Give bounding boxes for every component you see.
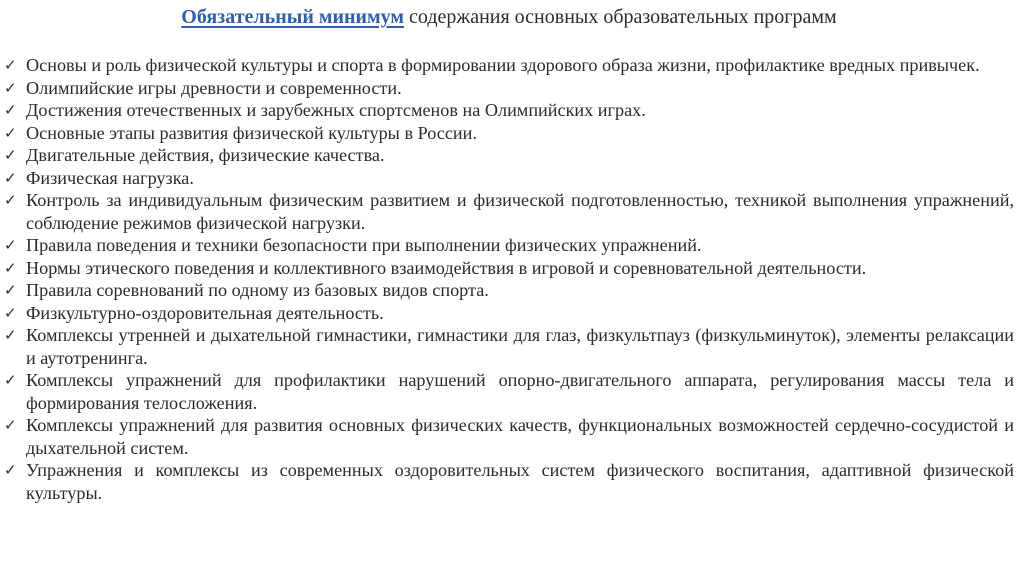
list-item — [4, 144, 1014, 167]
checkmark-icon: ✓ — [4, 168, 17, 187]
list-item-text: Правила соревнований по одному из базовых видов спорта. — [26, 280, 489, 300]
list-item — [4, 189, 1014, 234]
title-emphasis: Обязательный минимум — [181, 6, 405, 28]
list-item-text: Достижения отечественных и зарубежных спортсменов на Олимпийских играх. — [26, 100, 646, 120]
list-item — [4, 414, 1014, 459]
list-item — [4, 99, 1014, 122]
list-item — [4, 302, 1014, 325]
checkmark-icon: ✓ — [4, 146, 17, 164]
list-item-text: Основы и роль физической культуры и спорта в формировании здорового образа жизни, профилактике вредных привычек. — [26, 55, 980, 75]
checkmark-icon: ✓ — [4, 258, 17, 277]
checkmark-icon: ✓ — [4, 101, 17, 119]
checkmark-icon: ✓ — [4, 56, 17, 74]
list-item — [4, 77, 1014, 100]
list-item — [4, 54, 1014, 77]
list-item — [4, 167, 1014, 190]
checkmark-icon: ✓ — [4, 371, 17, 389]
checkmark-icon: ✓ — [4, 123, 17, 142]
checkmark-icon: ✓ — [4, 236, 17, 254]
list-item — [4, 279, 1014, 302]
title-rest: содержания основных образовательных программ — [404, 6, 837, 28]
list-item-text: Комплексы упражнений для профилактики нарушений опорно-двигательного аппарата, регулирования массы тела и формирования телосложения. — [26, 370, 1014, 413]
list-item-text: Правила поведения и техники безопасности при выполнении физических упражнений. — [26, 235, 702, 255]
list-item — [4, 257, 1014, 280]
checkmark-icon: ✓ — [4, 303, 17, 322]
list-item-text: Упражнения и комплексы из современных оздоровительных систем физического воспитания, адаптивной физической культуры. — [26, 460, 1014, 503]
list-item — [4, 234, 1014, 257]
list-item — [4, 369, 1014, 414]
checkmark-icon: ✓ — [4, 416, 17, 434]
list-item-text: Нормы этического поведения и коллективного взаимодействия в игровой и соревновательной деятельности. — [26, 257, 867, 278]
checkmark-icon: ✓ — [4, 326, 17, 344]
list-item-text: Физическая нагрузка. — [26, 167, 194, 188]
checkmark-icon: ✓ — [4, 191, 17, 209]
checkmark-icon: ✓ — [4, 281, 17, 299]
checkmark-icon: ✓ — [4, 78, 17, 97]
list-item-text: Двигательные действия, физические качества. — [26, 145, 385, 165]
list-item — [4, 324, 1014, 369]
list-item-text: Комплексы утренней и дыхательной гимнастики, гимнастики для глаз, физкультпауз (физкульминуток), элементы релаксации и аутотренинга. — [26, 325, 1014, 368]
list-item-text: Комплексы упражнений для развития основных физических качеств, функциональных возможностей сердечно-сосудистой и дыхательной систем. — [26, 415, 1014, 458]
list-item-text: Физкультурно-оздоровительная деятельность. — [26, 302, 384, 323]
list-item-text: Олимпийские игры древности и современности. — [26, 77, 402, 98]
content-list — [4, 54, 1014, 504]
list-item-text: Контроль за индивидуальным физическим развитием и физической подготовленностью, техникой выполнения упражнений, соблюдение режимов физической нагрузки. — [26, 190, 1014, 233]
list-item — [4, 122, 1014, 145]
page-title — [4, 0, 1014, 30]
checkmark-icon: ✓ — [4, 461, 17, 479]
list-item — [4, 459, 1014, 504]
list-item-text: Основные этапы развития физической культуры в России. — [26, 122, 477, 143]
